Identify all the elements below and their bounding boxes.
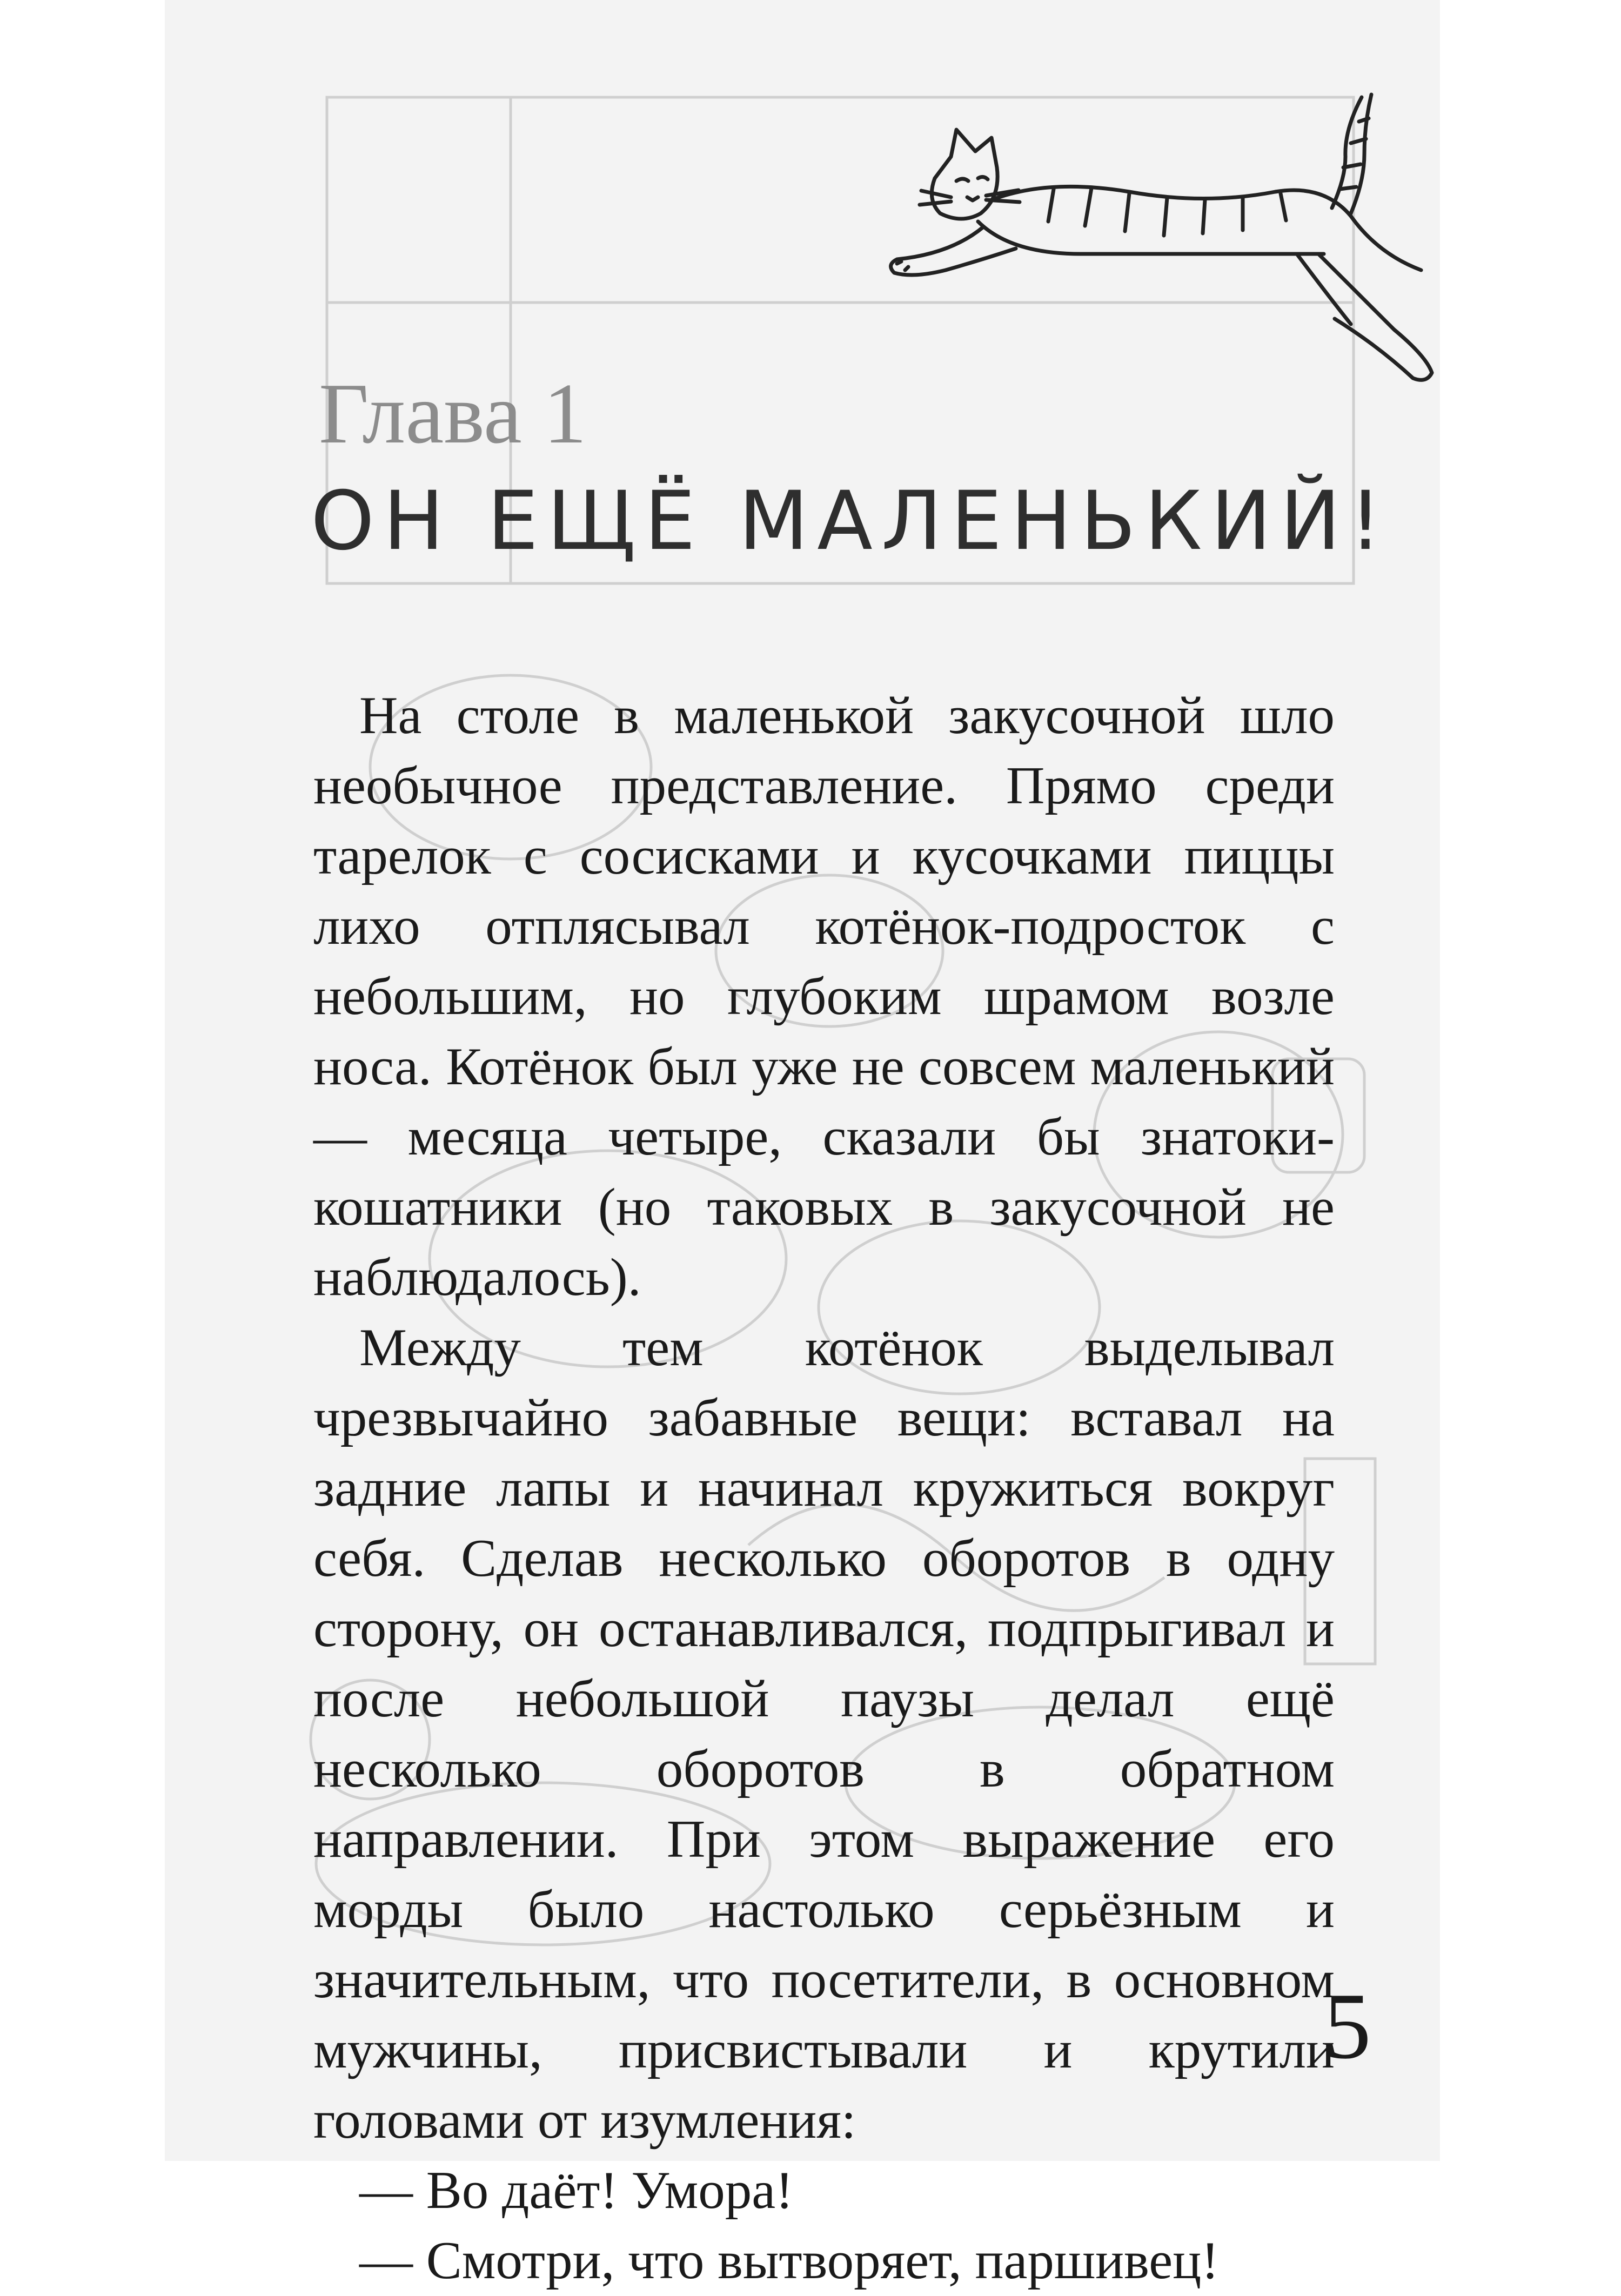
dialogue-line: — Смотри, что вытворяет, паршивец! xyxy=(359,2231,1220,2290)
paragraph: На столе в маленькой закусочной шло необычное представление. Прямо среди тарелок с сосисками и кусочками пиццы лихо отплясывал котёнок-подросток с небольшим, но глубоким шрамом возле носа. Котёнок был уже не совсем маленький — месяца четыре, сказали бы знатоки-кошатники (но таковых в закусочной не наблюдалось). xyxy=(313,686,1335,1307)
leaping-cat-icon xyxy=(875,92,1475,438)
paragraph: Между тем котёнок выделывал чрезвычайно забавные вещи: вставал на задние лапы и начинал кружиться вокруг себя. Сделав несколько оборотов в одну сторону, он останавливался, подпрыгивал и после небольшой паузы делал ещё несколько оборотов в обратном направлении. При этом выражение его морды было настолько серьёзным и значительным, что посетители, в основном мужчины, присвистывали и крутили головами от изумления: xyxy=(313,1318,1335,2150)
dialogue-line: — Во даёт! Умора! xyxy=(359,2161,794,2220)
chapter-body xyxy=(313,681,1335,2296)
book-page xyxy=(165,0,1440,2290)
page-number: 5 xyxy=(1324,1973,1371,2078)
chapter-number: Глава 1 xyxy=(319,365,587,461)
chapter-title: ОН ЕЩЁ МАЛЕНЬКИЙ! xyxy=(311,474,1391,568)
